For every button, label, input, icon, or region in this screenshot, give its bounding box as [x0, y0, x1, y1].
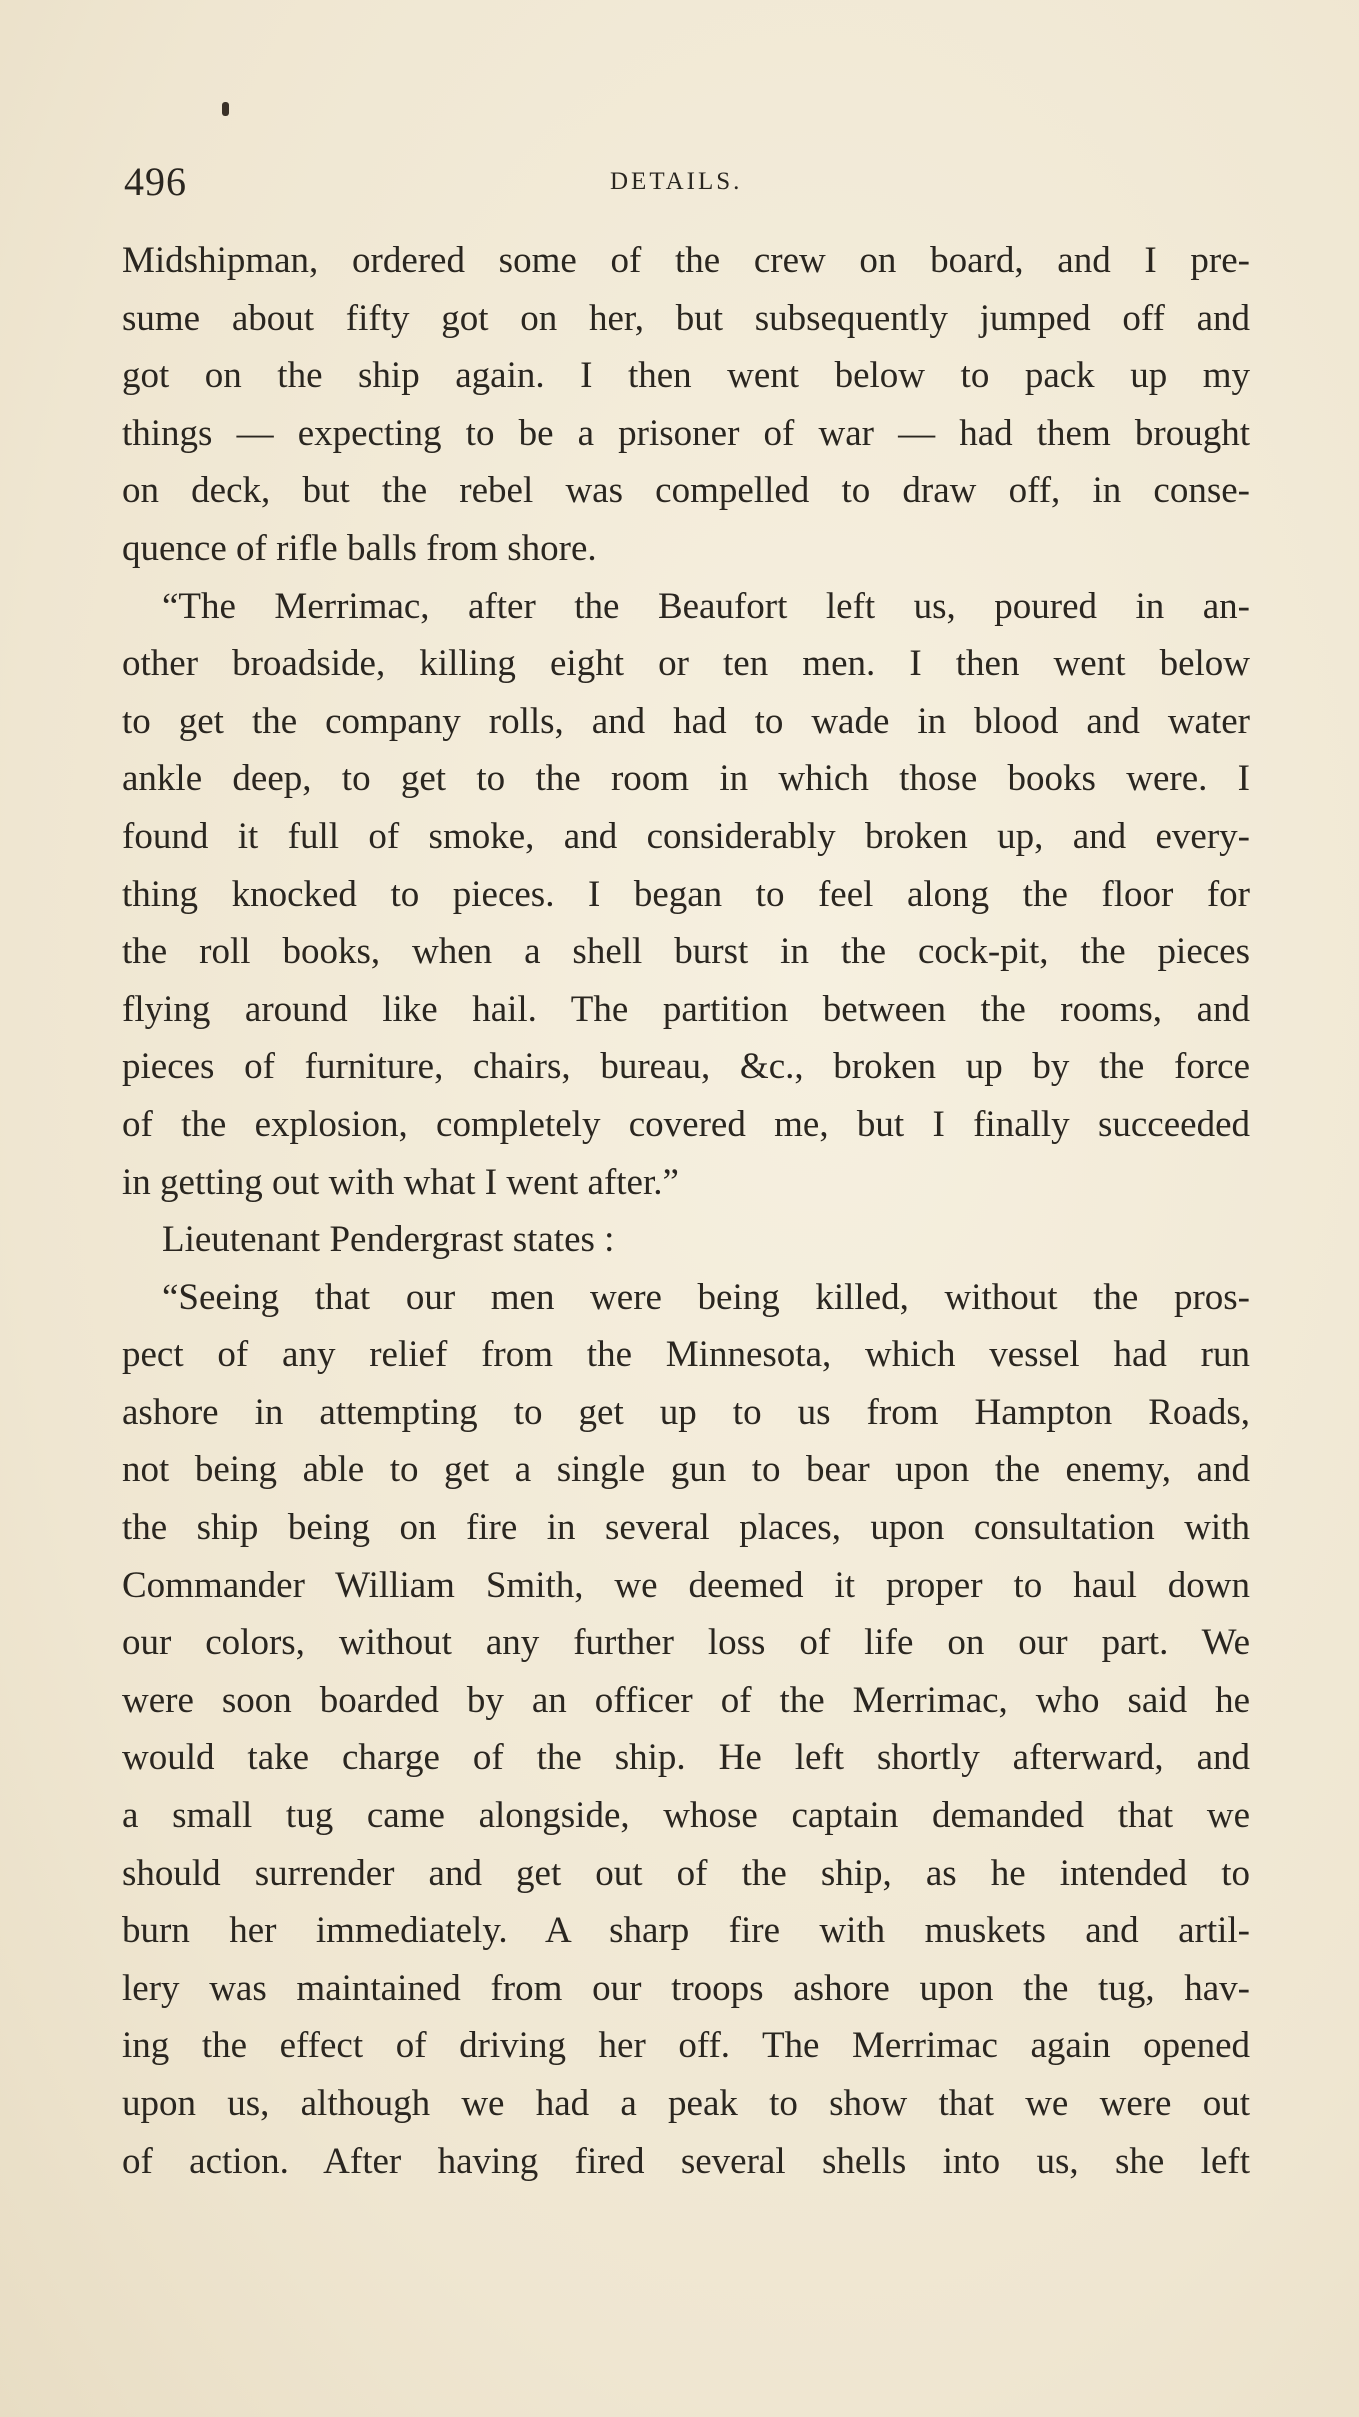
text-line: ashore in attempting to get up to us from Hampton Roads, [122, 1391, 1250, 1433]
text-line: in getting out with what I went after.” [122, 1161, 679, 1203]
text-line: Commander William Smith, we deemed it proper to haul down [122, 1564, 1250, 1606]
text-line: to get the company rolls, and had to wade in blood and water [122, 700, 1250, 742]
text-line: things — expecting to be a prisoner of war — had them brought [122, 412, 1250, 454]
text-line: upon us, although we had a peak to show that we were out [122, 2083, 1250, 2124]
ink-speck [222, 102, 229, 116]
text-line: of the explosion, completely covered me, but I finally succeeded [122, 1103, 1250, 1145]
text-line: ing the effect of driving her off. The Merrimac again opened [122, 2025, 1250, 2067]
text-line: our colors, without any further loss of life on our part. We [122, 1622, 1250, 1664]
text-line: Midshipman, ordered some of the crew on board, and I pre- [122, 240, 1250, 281]
text-line: flying around like hail. The partition between the rooms, and [122, 988, 1250, 1030]
text-line: sume about fifty got on her, but subsequently jumped off and [122, 297, 1250, 339]
text-line: thing knocked to pieces. I began to feel along the floor for [122, 873, 1250, 915]
text-line: a small tug came alongside, whose captain demanded that we [122, 1795, 1250, 1837]
text-line: pect of any relief from the Minnesota, which vessel had run [122, 1334, 1250, 1376]
text-line: would take charge of the ship. He left shortly afterward, and [122, 1737, 1250, 1779]
text-line: were soon boarded by an officer of the Merrimac, who said he [122, 1679, 1250, 1721]
text-line: burn her immediately. A sharp fire with muskets and artil- [122, 1910, 1250, 1952]
text-line: ankle deep, to get to the room in which those books were. I [122, 758, 1250, 800]
text-line: lery was maintained from our troops ashore upon the tug, hav- [122, 1967, 1250, 2009]
text-line: “The Merrimac, after the Beaufort left us, poured in an- [162, 585, 1250, 627]
running-head: DETAILS. [610, 168, 743, 195]
text-line: quence of rifle balls from shore. [122, 527, 597, 569]
text-line: found it full of smoke, and considerably broken up, and every- [122, 815, 1250, 857]
text-line: “Seeing that our men were being killed, without the pros- [162, 1276, 1250, 1318]
text-line: the ship being on fire in several places, upon consultation with [122, 1507, 1250, 1549]
text-line: should surrender and get out of the ship, as he intended to [122, 1852, 1250, 1894]
text-line: pieces of furniture, chairs, bureau, &c., broken up by the force [122, 1046, 1250, 1088]
page-header [124, 158, 1244, 208]
text-line: on deck, but the rebel was compelled to draw off, in conse- [122, 470, 1250, 512]
text-line: of action. After having fired several shells into us, she left [122, 2140, 1250, 2182]
text-line: the roll books, when a shell burst in the cock-pit, the pieces [122, 931, 1250, 973]
text-line: other broadside, killing eight or ten men. I then went below [122, 643, 1250, 685]
page-number: 496 [124, 159, 187, 204]
body-text [122, 232, 1250, 2190]
text-line: got on the ship again. I then went below to pack up my [122, 355, 1250, 397]
text-line: not being able to get a single gun to bear upon the enemy, and [122, 1449, 1250, 1491]
text-line: Lieutenant Pendergrast states : [162, 1219, 615, 1261]
